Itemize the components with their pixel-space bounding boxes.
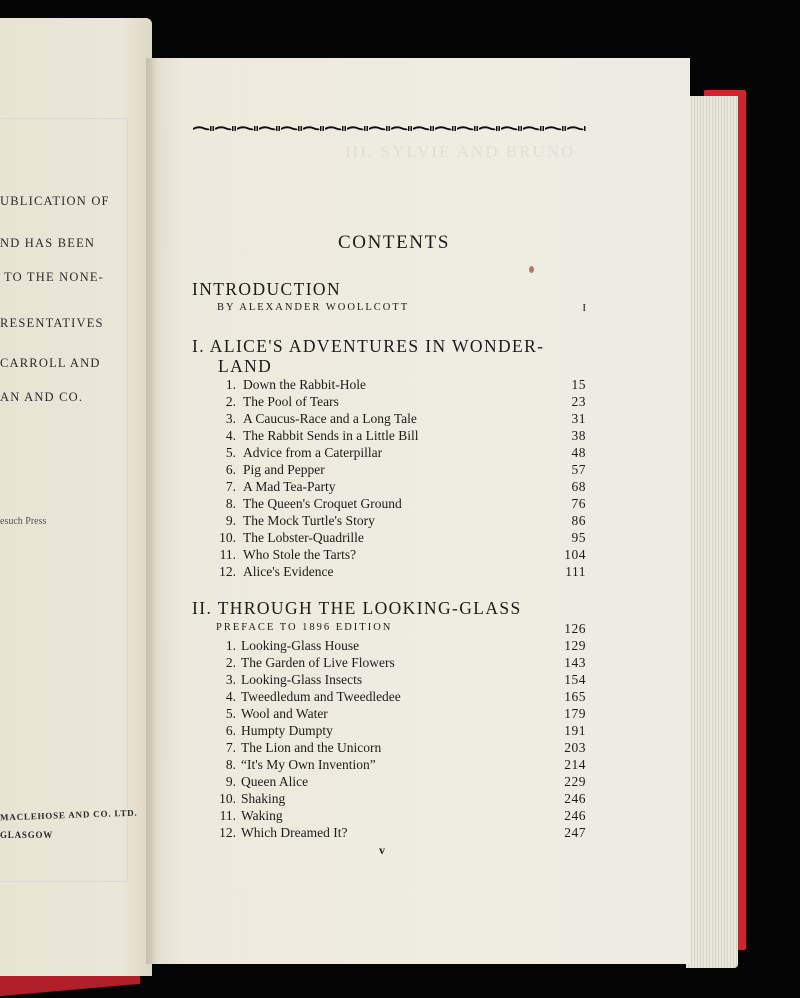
chapter-number: 10.	[219, 791, 236, 806]
chapter-title: “It's My Own Invention”	[241, 757, 376, 772]
toc-entry[interactable]	[0, 428, 800, 445]
toc-entry[interactable]	[0, 377, 800, 394]
chapter-title: Shaking	[241, 791, 286, 806]
toc-entry[interactable]	[0, 808, 800, 825]
toc-entry[interactable]	[0, 791, 800, 808]
book2-heading: II. THROUGH THE LOOKING-GLASS	[192, 598, 522, 618]
chapter-number: 10.	[219, 530, 236, 545]
chapter-page: 111	[565, 564, 586, 579]
chapter-title: Wool and Water	[241, 706, 328, 721]
chapter-page: 203	[564, 740, 586, 755]
chapter-page: 104	[564, 547, 586, 562]
chapter-title: Who Stole the Tarts?	[243, 547, 357, 562]
toc-entry[interactable]	[0, 479, 800, 496]
left-page-line: UBLICATION OF	[0, 194, 110, 208]
chapter-number: 2.	[225, 394, 236, 409]
chapter-number: 7.	[225, 740, 236, 755]
contents-title: CONTENTS	[337, 232, 451, 253]
book1-heading-cont: LAND	[218, 356, 273, 376]
introduction-heading: INTRODUCTION	[192, 279, 342, 299]
chapter-title: The Queen's Croquet Ground	[243, 496, 402, 511]
chapter-number: 12.	[219, 564, 236, 579]
left-page-line: RESENTATIVES	[0, 316, 104, 330]
chapter-title: Pig and Pepper	[243, 462, 325, 477]
toc-entry[interactable]	[0, 638, 800, 655]
chapter-title: Tweedledum and Tweedledee	[241, 689, 401, 704]
chapter-number: 4.	[225, 689, 236, 704]
chapter-number: 11.	[219, 547, 236, 562]
left-page-press-note: esuch Press	[0, 516, 47, 527]
printer-line: MACLEHOSE AND CO. LTD.	[0, 807, 138, 823]
toc-entry[interactable]	[0, 513, 800, 530]
toc-entry[interactable]	[0, 411, 800, 428]
toc-entry[interactable]	[0, 689, 800, 706]
chapter-title: Down the Rabbit-Hole	[243, 377, 366, 392]
toc-entry[interactable]	[0, 564, 800, 581]
chapter-number: 11.	[219, 808, 236, 823]
chapter-page: 68	[571, 479, 586, 494]
chapter-page: 191	[564, 723, 586, 738]
toc-entry[interactable]	[0, 445, 800, 462]
chapter-title: The Lobster-Quadrille	[243, 530, 364, 545]
toc-entry[interactable]	[0, 774, 800, 791]
chapter-number: 6.	[225, 723, 236, 738]
chapter-number: 8.	[225, 757, 236, 772]
chapter-page: 154	[564, 672, 586, 687]
chapter-number: 8.	[225, 496, 236, 511]
book2-preface-page: 126	[564, 621, 586, 636]
chapter-title: The Garden of Live Flowers	[241, 655, 395, 670]
contents-title-wrap	[0, 232, 800, 254]
toc-entry[interactable]	[0, 496, 800, 513]
chapter-page: 165	[564, 689, 586, 704]
chapter-title: Queen Alice	[241, 774, 309, 789]
chapter-number: 4.	[225, 428, 236, 443]
toc-entry[interactable]	[0, 547, 800, 564]
chapter-title: Looking-Glass House	[241, 638, 360, 653]
chapter-number: 3.	[225, 672, 236, 687]
chapter-title: A Mad Tea-Party	[243, 479, 336, 494]
chapter-number: 2.	[225, 655, 236, 670]
chapter-page: 246	[564, 808, 586, 823]
chapter-number: 1.	[225, 377, 236, 392]
chapter-page: 31	[571, 411, 586, 426]
toc-entry[interactable]	[0, 706, 800, 723]
toc-entry[interactable]	[0, 655, 800, 672]
chapter-title: The Lion and the Unicorn	[241, 740, 382, 755]
left-page-line: AN AND CO.	[0, 390, 84, 404]
chapter-page: 129	[564, 638, 586, 653]
toc-entry[interactable]	[0, 757, 800, 774]
toc-entry[interactable]	[0, 672, 800, 689]
chapter-number: 9.	[225, 513, 236, 528]
chapter-page: 247	[564, 825, 586, 840]
chapter-title: The Pool of Tears	[243, 394, 339, 409]
page-folio: v	[379, 843, 385, 857]
book2-preface[interactable]: PREFACE TO 1896 EDITION	[216, 622, 393, 633]
chapter-page: 246	[564, 791, 586, 806]
left-page-line: TO THE NONE-	[4, 270, 105, 284]
printer-city: GLASGOW	[0, 830, 54, 840]
chapter-title: Waking	[241, 808, 283, 823]
chapter-title: Which Dreamed It?	[241, 825, 348, 840]
introduction-byline: BY ALEXANDER WOOLLCOTT	[217, 302, 410, 313]
chapter-page: 143	[564, 655, 586, 670]
chapter-number: 3.	[225, 411, 236, 426]
chapter-title: The Mock Turtle's Story	[243, 513, 375, 528]
chapter-title: The Rabbit Sends in a Little Bill	[243, 428, 419, 443]
chapter-title: Advice from a Caterpillar	[243, 445, 383, 460]
chapter-page: 23	[571, 394, 586, 409]
chapter-page: 179	[564, 706, 586, 721]
chapter-title: Alice's Evidence	[243, 564, 334, 579]
ornamental-rule	[193, 124, 586, 132]
chapter-page: 38	[571, 428, 586, 443]
show-through-text: III. SYLVIE AND BRUNO	[345, 142, 576, 161]
introduction-page: I	[582, 302, 586, 314]
chapter-number: 5.	[225, 445, 236, 460]
chapter-number: 7.	[225, 479, 236, 494]
toc-entry[interactable]	[0, 530, 800, 547]
chapter-page: 214	[564, 757, 586, 772]
chapter-number: 1.	[225, 638, 236, 653]
toc-entry[interactable]	[0, 394, 800, 411]
chapter-number: 5.	[225, 706, 236, 721]
chapter-page: 48	[571, 445, 586, 460]
chapter-number: 6.	[225, 462, 236, 477]
toc-entry[interactable]	[0, 740, 800, 757]
chapter-page: 57	[571, 462, 586, 477]
chapter-page: 95	[571, 530, 586, 545]
paper-stain	[529, 266, 534, 273]
toc-entry[interactable]	[0, 723, 800, 740]
toc-entry[interactable]	[0, 825, 800, 842]
chapter-title: Looking-Glass Insects	[241, 672, 363, 687]
chapter-page: 86	[571, 513, 586, 528]
chapter-page: 229	[564, 774, 586, 789]
chapter-page: 15	[571, 377, 586, 392]
chapter-title: A Caucus-Race and a Long Tale	[243, 411, 417, 426]
book1-heading: I. ALICE'S ADVENTURES IN WONDER-	[192, 336, 545, 356]
chapter-number: 9.	[225, 774, 236, 789]
left-page-line: ND HAS BEEN	[0, 236, 96, 250]
chapter-page: 76	[571, 496, 586, 511]
chapter-number: 12.	[219, 825, 236, 840]
toc-entry[interactable]	[0, 462, 800, 479]
left-page-line: CARROLL AND	[0, 356, 101, 370]
chapter-title: Humpty Dumpty	[241, 723, 333, 738]
